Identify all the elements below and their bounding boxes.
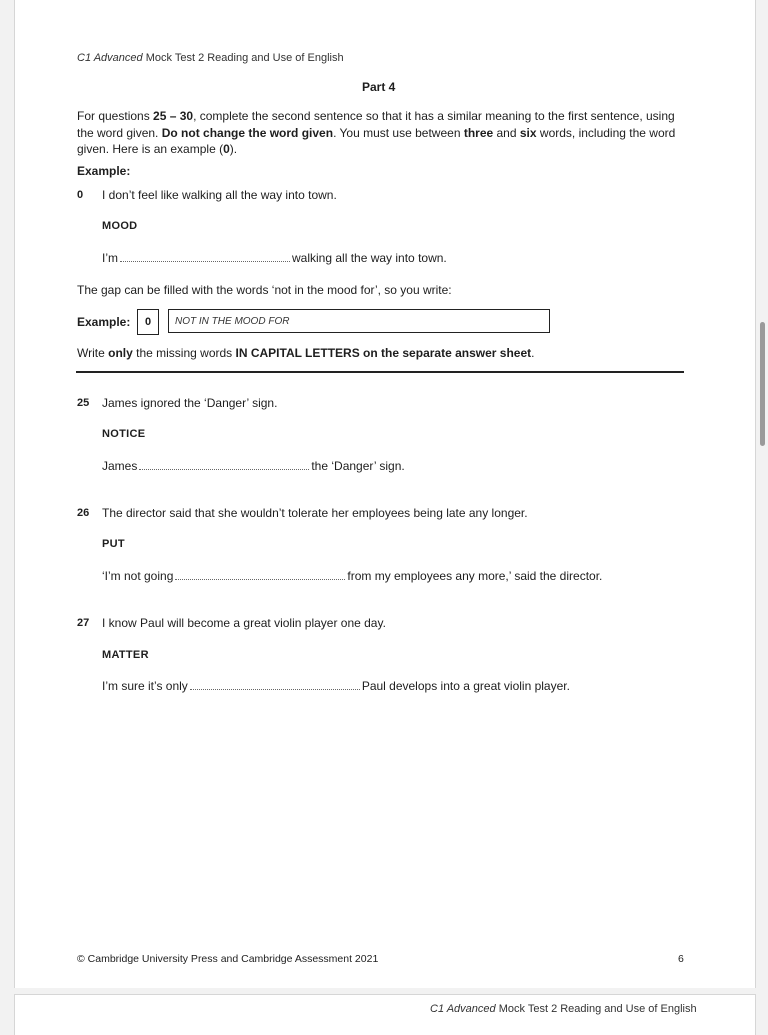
example-heading: Example:: [77, 164, 131, 178]
example-box-number: 0: [137, 309, 159, 335]
example-number: 0: [77, 189, 84, 201]
instructions-emphasis: six: [519, 125, 537, 140]
header-title-rest: Mock Test 2 Reading and Use of English: [142, 52, 344, 64]
instructions-text: For questions: [77, 109, 154, 123]
example-sentence: I don’t feel like walking all the way into town.: [102, 188, 337, 202]
instructions-text: . You must use between: [333, 125, 464, 140]
instructions-emphasis: 0: [223, 142, 230, 156]
instructions-text: and: [493, 125, 520, 140]
gapped-start: ‘I’m not going: [102, 569, 174, 583]
next-header-title-italic: C1 Advanced: [430, 1003, 496, 1015]
write-note: [77, 346, 534, 360]
instructions-text: , complete the second sentence so that it has a similar meaning to the first sentence, using the word given.: [77, 109, 675, 140]
instructions-text: ).: [229, 142, 238, 156]
question-number: 26: [77, 507, 90, 519]
example-start: I’m: [102, 251, 118, 265]
question-sentence: The director said that she wouldn’t tolerate her employees being late any longer.: [102, 506, 528, 520]
example-answer-box: NOT IN THE MOOD FOR: [168, 309, 550, 333]
part-title: Part 4: [362, 80, 396, 94]
example-end: walking all the way into town.: [292, 251, 447, 265]
question-gapped-sentence: [102, 459, 405, 473]
next-page-header: [430, 1003, 697, 1015]
section-divider: [76, 371, 684, 373]
vertical-scrollbar[interactable]: [758, 0, 768, 1024]
question-number: 25: [77, 397, 90, 409]
page-number: 6: [678, 953, 684, 965]
gapped-end: the ‘Danger’ sign.: [311, 459, 405, 473]
gapped-end: from my employees any more,’ said the director.: [347, 569, 603, 583]
question-gapped-sentence: [102, 679, 570, 693]
question-sentence: I know Paul will become a great violin player one day.: [102, 616, 386, 630]
example-gapped-sentence: [102, 251, 447, 265]
gapped-start: I’m sure it’s only: [102, 679, 188, 693]
write-note-text: the missing words: [132, 346, 236, 360]
instructions: [77, 108, 687, 158]
example-explanation: The gap can be filled with the words ‘not in the mood for’, so you write:: [77, 283, 452, 297]
example-box-label: Example:: [77, 315, 131, 329]
write-note-emphasis: IN CAPITAL LETTERS on the separate answer sheet: [235, 346, 532, 360]
instructions-emphasis: Do not change the word given: [161, 125, 334, 140]
next-header-title-rest: Mock Test 2 Reading and Use of English: [495, 1003, 697, 1015]
instructions-text: words, including the word given. Here is an example (: [77, 125, 676, 156]
write-note-text: .: [531, 346, 535, 360]
question-sentence: James ignored the ‘Danger’ sign.: [102, 396, 278, 410]
header-title-italic: C1 Advanced: [77, 52, 143, 64]
question-range: 25 – 30: [153, 109, 194, 123]
scrollbar-thumb[interactable]: [760, 322, 765, 446]
instructions-emphasis: three: [463, 125, 494, 140]
example-gap: [120, 252, 290, 262]
answer-gap: [190, 680, 360, 690]
write-note-text: Write: [77, 346, 109, 360]
copyright-footer: © Cambridge University Press and Cambridge Assessment 2021: [77, 953, 379, 965]
gapped-start: James: [102, 459, 138, 473]
question-keyword: NOTICE: [102, 428, 146, 440]
answer-gap: [139, 460, 309, 470]
question-keyword: PUT: [102, 538, 125, 550]
running-header: [77, 52, 344, 64]
question-keyword: MATTER: [102, 649, 149, 661]
write-note-emphasis: only: [108, 346, 133, 360]
question-gapped-sentence: [102, 569, 602, 583]
question-number: 27: [77, 617, 90, 629]
example-keyword: MOOD: [102, 220, 138, 232]
answer-gap: [175, 570, 345, 580]
gapped-end: Paul develops into a great violin player.: [361, 679, 570, 693]
